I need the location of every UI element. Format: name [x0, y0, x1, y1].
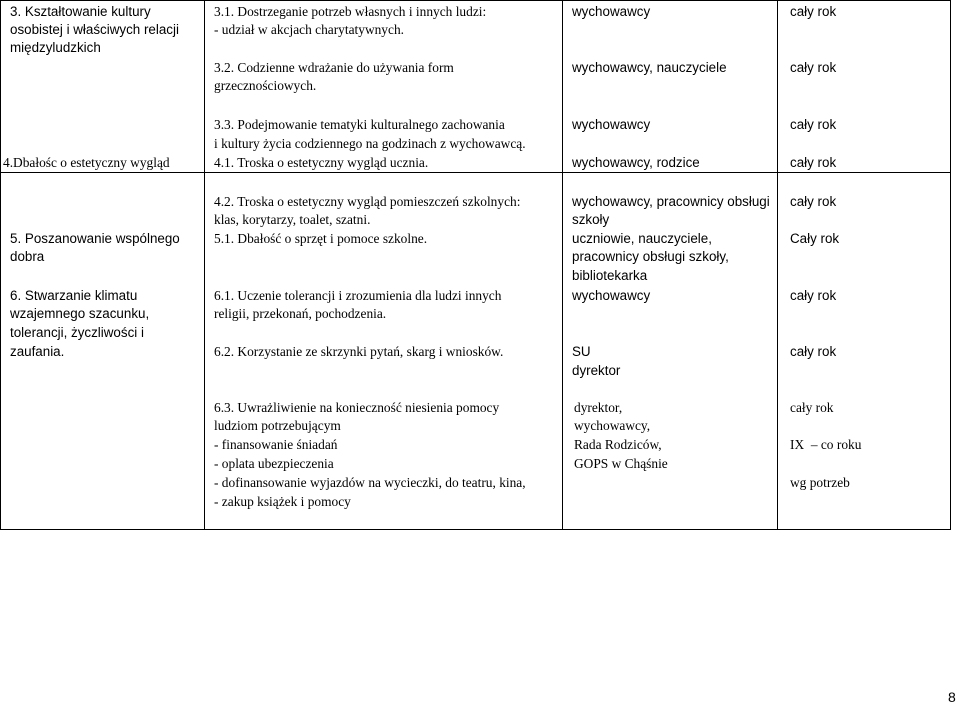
task-3-3-deadline: cały rok: [790, 117, 837, 132]
task-6-3-deadline-line: wg potrzeb: [790, 475, 850, 490]
task-4-2-responsible-line: wychowawcy, pracownicy obsługi: [572, 194, 770, 209]
task-4-1: 4.1. Troska o estetyczny wygląd ucznia.: [214, 155, 429, 170]
area-4: 4.Dbałośc o estetyczny wygląd: [3, 155, 170, 170]
task-6-3-line: 6.3. Uwrażliwienie na konieczność niesienia pomocy: [214, 400, 500, 415]
task-6-2-deadline: cały rok: [790, 344, 837, 359]
task-6-3-responsible-line: Rada Rodziców,: [574, 437, 662, 452]
task-6-2-responsible-line: dyrektor: [572, 363, 621, 378]
task-6-3-deadline-line: IX – co roku: [790, 437, 862, 452]
area-6-line: wzajemnego szacunku,: [10, 306, 150, 321]
area-6-line: 6. Stwarzanie klimatu: [10, 288, 138, 303]
task-5-1: 5.1. Dbałość o sprzęt i pomoce szkolne.: [214, 231, 428, 246]
task-3-3-line: 3.3. Podejmowanie tematyki kulturalnego zachowania: [214, 117, 505, 132]
task-3-1-line: 3.1. Dostrzeganie potrzeb własnych i innych ludzi:: [214, 4, 487, 19]
column-divider: [204, 0, 205, 530]
task-5-1-responsible-line: pracownicy obsługi szkoły,: [572, 249, 729, 264]
area-6-line: tolerancji, życzliwości i: [10, 325, 144, 340]
task-6-1-line: 6.1. Uczenie tolerancji i zrozumienia dla ludzi innych: [214, 288, 502, 303]
task-4-2-line: klas, korytarzy, toalet, szatni.: [214, 212, 371, 227]
task-4-2-deadline: cały rok: [790, 194, 837, 209]
task-3-3-responsible: wychowawcy: [572, 117, 651, 132]
task-6-1-line: religii, przekonań, pochodzenia.: [214, 306, 387, 321]
task-6-2-responsible-line: SU: [572, 344, 591, 359]
area-6-line: zaufania.: [10, 344, 65, 359]
task-6-3-line: ludziom potrzebującym: [214, 418, 341, 433]
task-6-1-deadline: cały rok: [790, 288, 837, 303]
task-4-2-responsible-line: szkoły: [572, 212, 610, 227]
area-5-line: 5. Poszanowanie wspólnego: [10, 231, 180, 246]
task-4-2-line: 4.2. Troska o estetyczny wygląd pomieszczeń szkolnych:: [214, 194, 521, 209]
task-4-1-deadline: cały rok: [790, 155, 837, 170]
task-5-1-responsible-line: bibliotekarka: [572, 268, 648, 283]
area-3-line: międzyludzkich: [10, 40, 101, 55]
column-divider: [562, 0, 563, 530]
task-4-1-responsible: wychowawcy, rodzice: [572, 155, 700, 170]
task-3-2-deadline: cały rok: [790, 60, 837, 75]
task-3-3-line: i kultury życia codziennego na godzinach z wychowawcą.: [214, 136, 526, 151]
column-divider: [777, 0, 778, 530]
page-number: 8: [948, 689, 956, 705]
task-3-2-responsible: wychowawcy, nauczyciele: [572, 60, 727, 75]
table-border-right: [950, 0, 951, 530]
area-3-line: osobistej i właściwych relacji: [10, 22, 179, 37]
task-6-3-responsible-line: GOPS w Chąśnie: [574, 456, 668, 471]
task-6-1-responsible: wychowawcy: [572, 288, 651, 303]
task-3-1-responsible: wychowawcy: [572, 4, 651, 19]
task-5-1-deadline: Cały rok: [790, 231, 840, 246]
area-3-line: 3. Kształtowanie kultury: [10, 4, 151, 19]
table-border-left: [0, 0, 1, 530]
task-5-1-responsible-line: uczniowie, nauczyciele,: [572, 231, 712, 246]
task-6-3-deadline-line: cały rok: [790, 400, 834, 415]
task-6-3-line: - zakup książek i pomocy: [214, 494, 351, 509]
task-6-3-line: - dofinansowanie wyjazdów na wycieczki, do teatru, kina,: [214, 475, 526, 490]
task-3-1-line: - udział w akcjach charytatywnych.: [214, 22, 404, 37]
table-border-top: [0, 0, 951, 1]
task-6-3-responsible-line: dyrektor,: [574, 400, 623, 415]
task-6-3-responsible-line: wychowawcy,: [574, 418, 651, 433]
task-3-2-line: grzecznościowych.: [214, 78, 317, 93]
task-6-2: 6.2. Korzystanie ze skrzynki pytań, skarg i wniosków.: [214, 344, 504, 359]
table-border-bottom: [0, 529, 951, 530]
task-3-1-deadline: cały rok: [790, 4, 837, 19]
area-5-line: dobra: [10, 249, 45, 264]
task-6-3-line: - oplata ubezpieczenia: [214, 456, 334, 471]
task-3-2-line: 3.2. Codzienne wdrażanie do używania form: [214, 60, 454, 75]
task-6-3-line: - finansowanie śniadań: [214, 437, 338, 452]
row-divider: [0, 172, 951, 173]
